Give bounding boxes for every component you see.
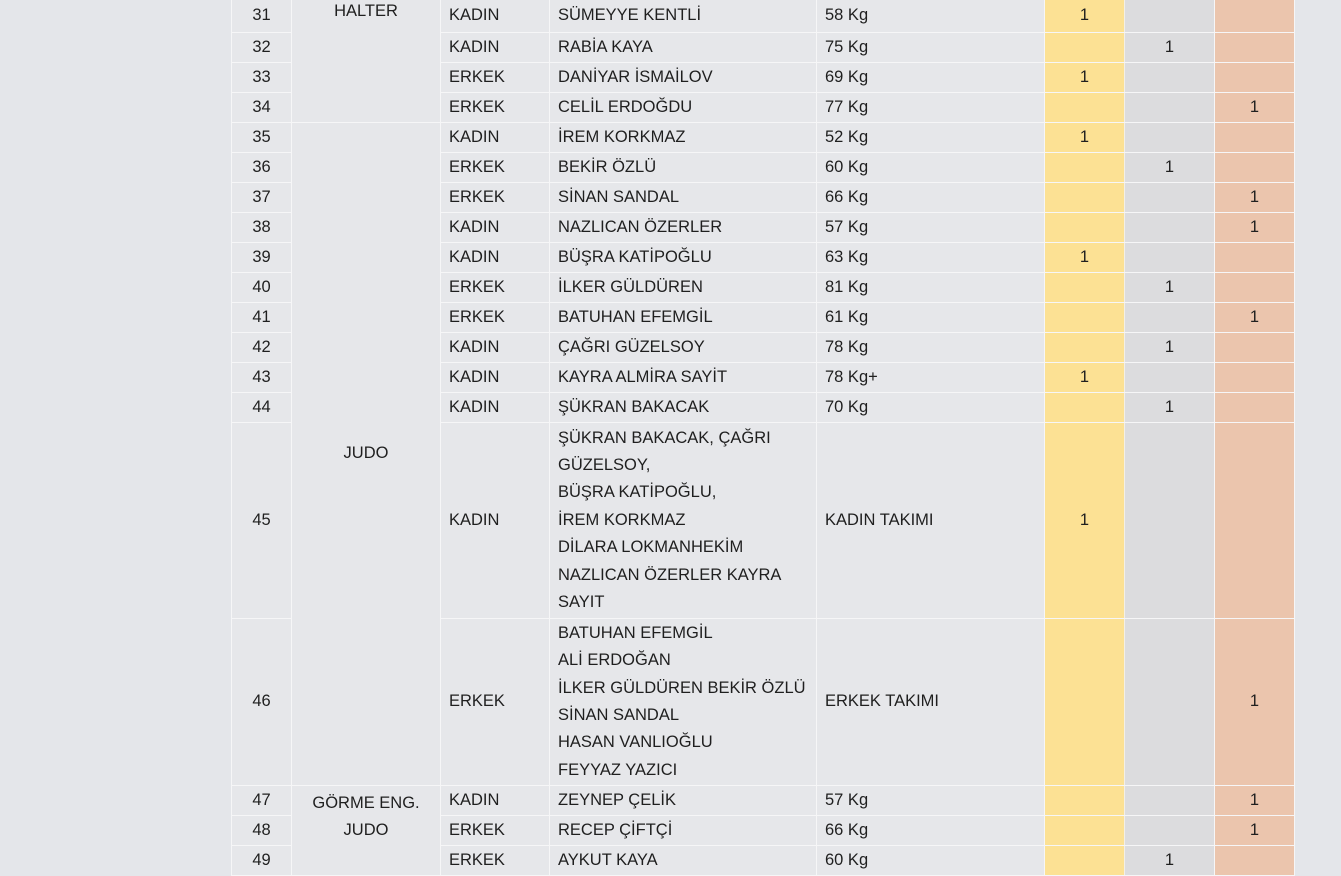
- gender-cell: KADIN: [441, 423, 550, 619]
- silver-medal-cell: 1: [1125, 273, 1215, 303]
- athlete-name: BÜŞRA KATİPOĞLU: [558, 247, 712, 266]
- gender-cell: KADIN: [441, 243, 550, 273]
- weight-category-cell: 52 Kg: [817, 123, 1045, 153]
- weight-category-cell: 77 Kg: [817, 93, 1045, 123]
- gold-medal-cell: 1: [1045, 123, 1125, 153]
- athlete-name: AYKUT KAYA: [558, 850, 658, 869]
- gender-cell: KADIN: [441, 123, 550, 153]
- weight-category-cell: 57 Kg: [817, 213, 1045, 243]
- silver-medal-cell: [1125, 213, 1215, 243]
- row-number-cell: 49: [232, 846, 292, 876]
- row-number-cell: 45: [232, 423, 292, 619]
- silver-medal-cell: [1125, 363, 1215, 393]
- weight-category-cell: 66 Kg: [817, 183, 1045, 213]
- bronze-medal-cell: [1215, 423, 1295, 619]
- gold-medal-cell: [1045, 816, 1125, 846]
- silver-medal-cell: 1: [1125, 33, 1215, 63]
- gold-medal-cell: [1045, 183, 1125, 213]
- athlete-name: BATUHAN EFEMGİL: [558, 623, 713, 642]
- row-number-cell: 39: [232, 243, 292, 273]
- gold-medal-cell: [1045, 33, 1125, 63]
- bronze-medal-cell: 1: [1215, 183, 1295, 213]
- athlete-names-cell: [550, 303, 817, 333]
- silver-medal-cell: 1: [1125, 333, 1215, 363]
- gender-cell: KADIN: [441, 33, 550, 63]
- gold-medal-cell: 1: [1045, 423, 1125, 619]
- row-number-cell: 42: [232, 333, 292, 363]
- row-number-cell: 35: [232, 123, 292, 153]
- athlete-name: BATUHAN EFEMGİL: [558, 307, 713, 326]
- silver-medal-cell: [1125, 123, 1215, 153]
- bronze-medal-cell: [1215, 33, 1295, 63]
- bronze-medal-cell: 1: [1215, 303, 1295, 333]
- athlete-name: İREM KORKMAZ: [558, 510, 686, 529]
- gender-cell: KADIN: [441, 363, 550, 393]
- weight-category-cell: 81 Kg: [817, 273, 1045, 303]
- athlete-names-cell: [550, 243, 817, 273]
- gold-medal-cell: [1045, 153, 1125, 183]
- bronze-medal-cell: [1215, 846, 1295, 876]
- weight-category-cell: 61 Kg: [817, 303, 1045, 333]
- row-number-cell: 48: [232, 816, 292, 846]
- row-number-cell: 33: [232, 63, 292, 93]
- bronze-medal-cell: [1215, 153, 1295, 183]
- gold-medal-cell: [1045, 303, 1125, 333]
- weight-category-cell: 70 Kg: [817, 393, 1045, 423]
- athlete-names-cell: [550, 213, 817, 243]
- athlete-names-cell: [550, 816, 817, 846]
- silver-medal-cell: [1125, 816, 1215, 846]
- gender-cell: ERKEK: [441, 619, 550, 786]
- athlete-name: RECEP ÇİFTÇİ: [558, 820, 673, 839]
- gender-cell: KADIN: [441, 0, 550, 33]
- athlete-name: ŞÜKRAN BAKACAK, ÇAĞRI GÜZELSOY,: [558, 428, 771, 474]
- bronze-medal-cell: 1: [1215, 619, 1295, 786]
- athlete-name: FEYYAZ YAZICI: [558, 760, 678, 779]
- bronze-medal-cell: [1215, 0, 1295, 33]
- row-number-cell: 47: [232, 786, 292, 816]
- weight-category-cell: ERKEK TAKIMI: [817, 619, 1045, 786]
- athlete-name: İLKER GÜLDÜREN: [558, 277, 703, 296]
- row-number-cell: 43: [232, 363, 292, 393]
- bronze-medal-cell: 1: [1215, 213, 1295, 243]
- row-number-cell: 41: [232, 303, 292, 333]
- weight-category-cell: 60 Kg: [817, 846, 1045, 876]
- weight-category-cell: 75 Kg: [817, 33, 1045, 63]
- athlete-name: KAYRA ALMİRA SAYİT: [558, 367, 728, 386]
- athlete-names-cell: [550, 846, 817, 876]
- athlete-names-cell: [550, 93, 817, 123]
- gender-cell: ERKEK: [441, 153, 550, 183]
- row-number-cell: 46: [232, 619, 292, 786]
- athlete-name: ALİ ERDOĞAN: [558, 651, 671, 670]
- athlete-name: ÇAĞRI GÜZELSOY: [558, 337, 705, 356]
- weight-category-cell: 63 Kg: [817, 243, 1045, 273]
- bronze-medal-cell: 1: [1215, 93, 1295, 123]
- gender-cell: ERKEK: [441, 846, 550, 876]
- silver-medal-cell: [1125, 303, 1215, 333]
- athlete-name: NAZLICAN ÖZERLER KAYRA SAYIT: [558, 565, 781, 612]
- sport-cell: JUDO: [292, 123, 441, 786]
- bronze-medal-cell: [1215, 273, 1295, 303]
- athlete-name: İLKER GÜLDÜREN BEKİR ÖZLÜ: [558, 678, 806, 697]
- athlete-names-cell: [550, 273, 817, 303]
- athlete-name: SİNAN SANDAL: [558, 187, 680, 206]
- bronze-medal-cell: 1: [1215, 786, 1295, 816]
- gender-cell: ERKEK: [441, 273, 550, 303]
- athlete-name: NAZLICAN ÖZERLER: [558, 217, 723, 236]
- silver-medal-cell: 1: [1125, 846, 1215, 876]
- sport-cell: HALTER: [292, 0, 441, 123]
- gender-cell: KADIN: [441, 213, 550, 243]
- athlete-names-cell: [550, 183, 817, 213]
- gold-medal-cell: [1045, 619, 1125, 786]
- silver-medal-cell: 1: [1125, 393, 1215, 423]
- sport-cell: GÖRME ENG. JUDO: [292, 786, 441, 876]
- athlete-names-cell: [550, 333, 817, 363]
- bronze-medal-cell: 1: [1215, 816, 1295, 846]
- gold-medal-cell: 1: [1045, 63, 1125, 93]
- gender-cell: ERKEK: [441, 816, 550, 846]
- bronze-medal-cell: [1215, 333, 1295, 363]
- row-number-cell: 32: [232, 33, 292, 63]
- gender-cell: KADIN: [441, 333, 550, 363]
- row-number-cell: 44: [232, 393, 292, 423]
- athlete-names-cell: [550, 153, 817, 183]
- silver-medal-cell: 1: [1125, 153, 1215, 183]
- gold-medal-cell: 1: [1045, 243, 1125, 273]
- gold-medal-cell: [1045, 333, 1125, 363]
- medal-table: [231, 0, 1295, 876]
- gold-medal-cell: [1045, 393, 1125, 423]
- athlete-name: BÜŞRA KATİPOĞLU,: [558, 483, 717, 502]
- athlete-names-cell: [550, 393, 817, 423]
- gender-cell: ERKEK: [441, 93, 550, 123]
- silver-medal-cell: [1125, 0, 1215, 33]
- athlete-name: RABİA KAYA: [558, 37, 653, 56]
- bronze-medal-cell: [1215, 363, 1295, 393]
- gold-medal-cell: 1: [1045, 363, 1125, 393]
- silver-medal-cell: [1125, 619, 1215, 786]
- silver-medal-cell: [1125, 63, 1215, 93]
- table-row: [232, 0, 1295, 33]
- weight-category-cell: 78 Kg+: [817, 363, 1045, 393]
- silver-medal-cell: [1125, 423, 1215, 619]
- silver-medal-cell: [1125, 243, 1215, 273]
- medal-table-body: [232, 0, 1295, 876]
- athlete-name: SÜMEYYE KENTLİ: [558, 6, 702, 25]
- athlete-names-cell: [550, 619, 817, 786]
- athlete-names-cell: [550, 0, 817, 33]
- athlete-name: İREM KORKMAZ: [558, 127, 686, 146]
- gender-cell: KADIN: [441, 786, 550, 816]
- gold-medal-cell: [1045, 846, 1125, 876]
- row-number-cell: 31: [232, 0, 292, 33]
- gender-cell: ERKEK: [441, 63, 550, 93]
- table-row: [232, 786, 1295, 816]
- athlete-names-cell: [550, 33, 817, 63]
- athlete-name: ŞÜKRAN BAKACAK: [558, 397, 710, 416]
- weight-category-cell: 66 Kg: [817, 816, 1045, 846]
- gold-medal-cell: [1045, 213, 1125, 243]
- row-number-cell: 36: [232, 153, 292, 183]
- row-number-cell: 37: [232, 183, 292, 213]
- gold-medal-cell: 1: [1045, 0, 1125, 33]
- silver-medal-cell: [1125, 183, 1215, 213]
- weight-category-cell: 57 Kg: [817, 786, 1045, 816]
- weight-category-cell: 58 Kg: [817, 0, 1045, 33]
- silver-medal-cell: [1125, 786, 1215, 816]
- row-number-cell: 34: [232, 93, 292, 123]
- gender-cell: KADIN: [441, 393, 550, 423]
- athlete-names-cell: [550, 63, 817, 93]
- athlete-names-cell: [550, 423, 817, 619]
- athlete-name: SİNAN SANDAL: [558, 706, 680, 724]
- silver-medal-cell: [1125, 93, 1215, 123]
- row-number-cell: 38: [232, 213, 292, 243]
- gold-medal-cell: [1045, 93, 1125, 123]
- athlete-names-cell: [550, 363, 817, 393]
- athlete-name: BEKİR ÖZLÜ: [558, 157, 657, 176]
- table-row: [232, 123, 1295, 153]
- athlete-names-cell: [550, 123, 817, 153]
- gold-medal-cell: [1045, 786, 1125, 816]
- gender-cell: ERKEK: [441, 303, 550, 333]
- weight-category-cell: 78 Kg: [817, 333, 1045, 363]
- athlete-name: HASAN VANLIOĞLU: [558, 733, 713, 752]
- bronze-medal-cell: [1215, 63, 1295, 93]
- athlete-name: ZEYNEP ÇELİK: [558, 790, 676, 809]
- athlete-names-cell: [550, 786, 817, 816]
- gender-cell: ERKEK: [441, 183, 550, 213]
- gold-medal-cell: [1045, 273, 1125, 303]
- bronze-medal-cell: [1215, 123, 1295, 153]
- weight-category-cell: 69 Kg: [817, 63, 1045, 93]
- bronze-medal-cell: [1215, 393, 1295, 423]
- athlete-name: DİLARA LOKMANHEKİM: [558, 538, 744, 557]
- row-number-cell: 40: [232, 273, 292, 303]
- athlete-name: CELİL ERDOĞDU: [558, 97, 693, 116]
- bronze-medal-cell: [1215, 243, 1295, 273]
- weight-category-cell: 60 Kg: [817, 153, 1045, 183]
- weight-category-cell: KADIN TAKIMI: [817, 423, 1045, 619]
- athlete-name: DANİYAR İSMAİLOV: [558, 67, 713, 86]
